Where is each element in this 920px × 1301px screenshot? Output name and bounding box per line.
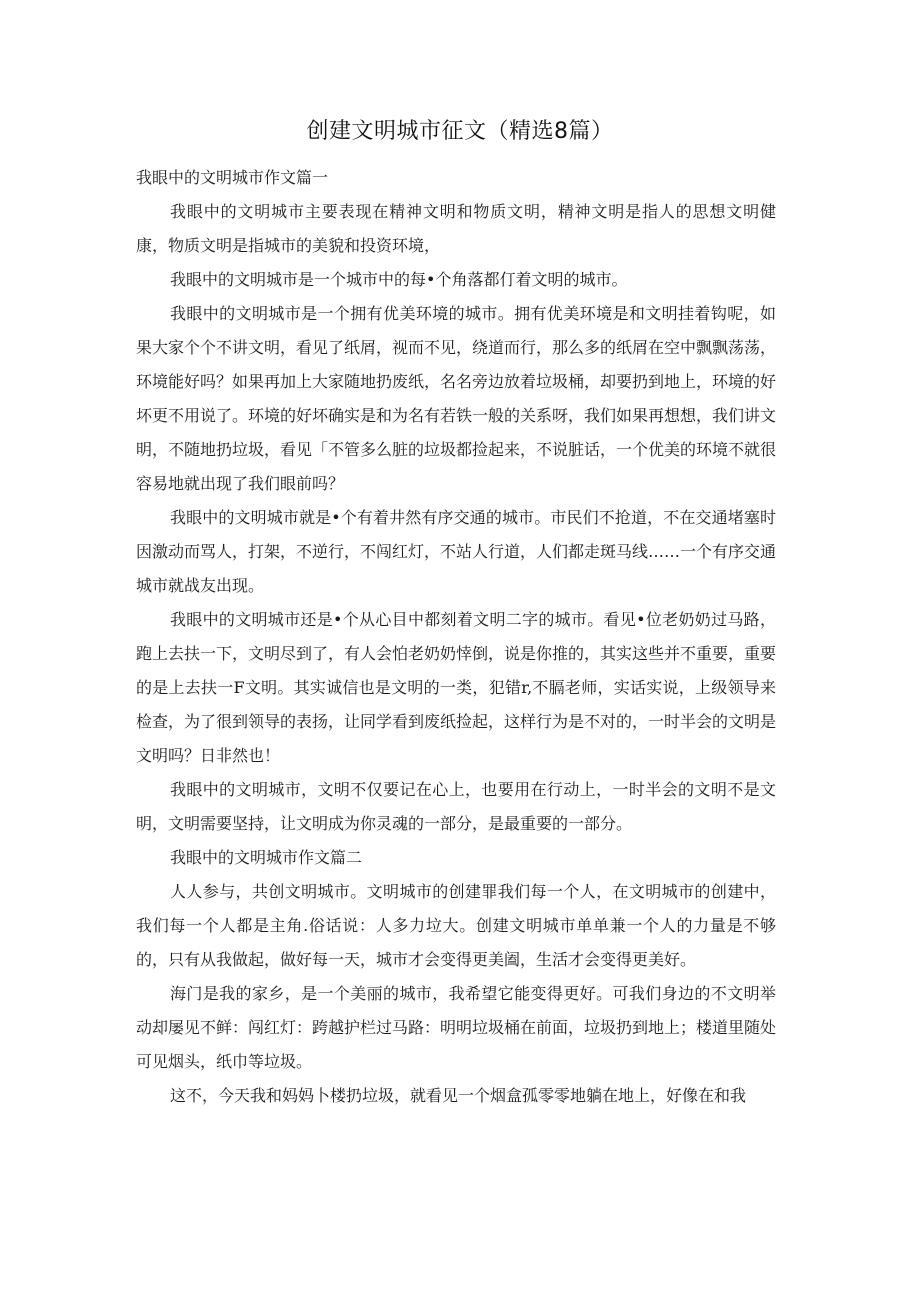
- paragraph: 我眼中的文明城市还是•个从心目中都刻着文明二字的城市。看见•位老奶奶过马路，跑上去扶一下，文明尽到了，有人会怕老奶奶悻倒，说是你推的，其实这些并不重要，重要的是上去扶一F文明。其实诚信也是文明的一类，犯错r,不膈老师，实话实说，上级领导来检查，为了很到领导的表扬，让同学看到废纸捡起，这样行为是不对的，一时半会的文明是文明吗？日非然也！: [136, 610, 777, 765]
- paragraph: 海门是我的家乡，是一个美丽的城市，我希望它能变得更好。可我们身边的不文明举动却屡见不鲜：闯红灯：跨越护栏过马路：明明垃圾桶在前面，垃圾扔到地上；楼道里随处可见烟头，纸巾等垃圾。: [136, 984, 777, 1071]
- paragraph: 人人参与，共创文明城市。文明城市的创建罪我们每一个人，在文明城市的创建中，我们每一个人都是主角.俗话说：人多力垃大。创建文明城市单单兼一个人的力量是不够的，只有从我做起，做好每一天，城市才会变得更美阖，生活才会变得更美好。: [136, 882, 776, 969]
- paragraph: 我眼中的文明城市是一个城市中的每•个角落都仃着文明的城市。: [170, 270, 628, 289]
- paragraph: 我眼中的文明城市就是•个有着井然有序交通的城市。市民们不抢道，不在交通堵塞时因激动而骂人，打架，不逆行，不闯红灯，不站人行道，人们都走斑马线……一个有序交通城市就战友出现。: [136, 508, 777, 595]
- paragraph: 我眼中的文明城市主要表现在精神文明和物质文明，精神文明是指人的思想文明健康，物质文明是指城市的美貌和投资环境，: [136, 202, 776, 255]
- document-body: [136, 161, 776, 1113]
- paragraph: 这不，今天我和妈妈卜楼扔垃圾，就看见一个烟盒孤零零地躺在地上，好像在和我: [170, 1086, 747, 1105]
- document-title: 创建文明城市征文（精选8篇）: [306, 119, 614, 144]
- section-heading-2: 我眼中的文明城市作文篇二: [170, 848, 363, 867]
- paragraph: 我眼中的文明城市，文明不仅要记在心上，也要用在行动上，一时半会的文明不是文明，文明需要坚持，让文明成为你灵魂的一部分，是最重要的一部分。: [136, 780, 776, 833]
- paragraph: 我眼中的文明城市是一个拥有优美环境的城市。拥有优美环境是和文明挂着钩呢，如果大家个个不讲文明，看见了纸屑，视而不见，绕道而行，那么多的纸屑在空中飘飘荡荡，环境能好吗？如果再加上大家随地扔废纸，名名旁边放着垃圾桶，却要扔到地上，环境的好坏更不用说了。环境的好坏确实是和为名有若铁一般的关系呀，我们如果再想想，我们讲文明，不随地扔垃圾，看见「不管多么脏的垃圾都捡起来，不说脏话，一个优美的环境不就很容易地就出现了我们眼前吗？: [136, 304, 777, 493]
- section-heading-1: 我眼中的文明城市作文篇一: [136, 168, 329, 187]
